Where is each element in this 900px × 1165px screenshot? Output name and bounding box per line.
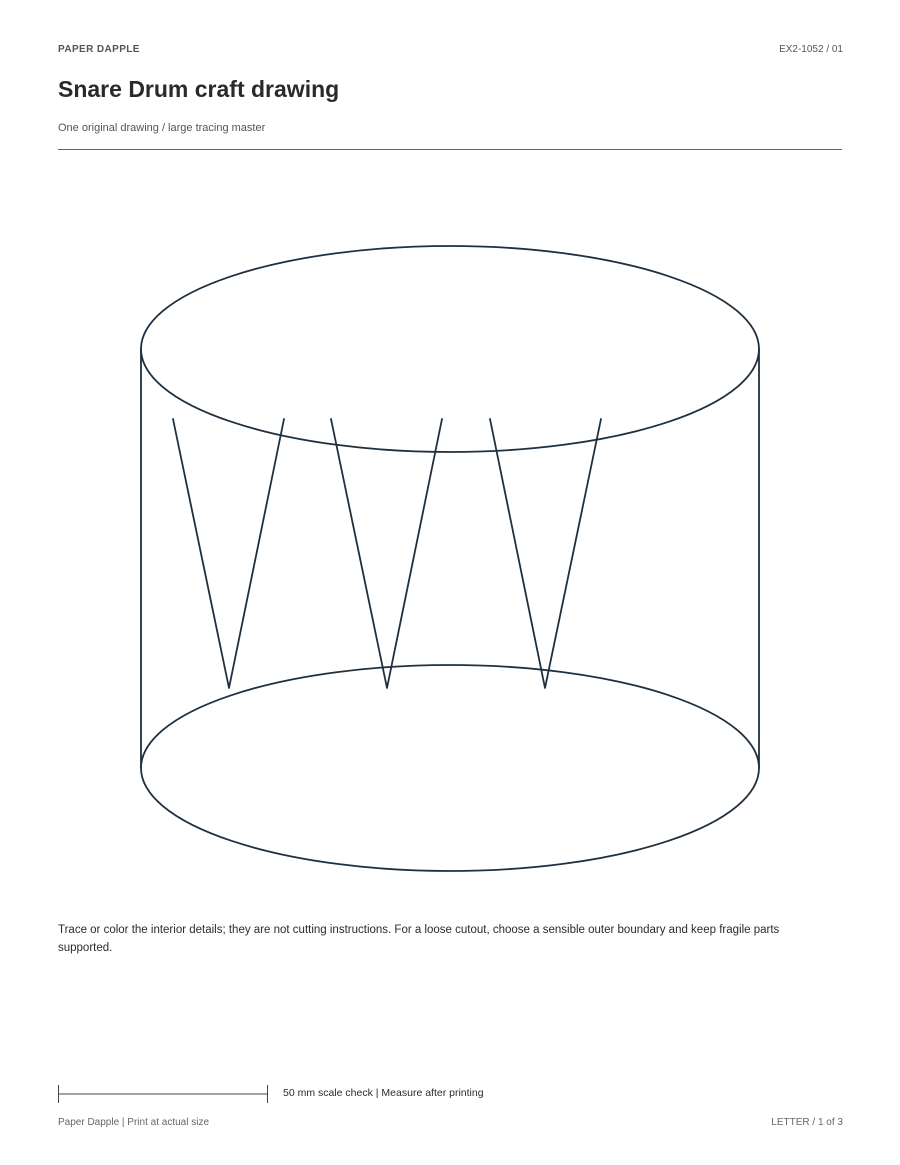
tension-lace-2 — [331, 419, 442, 688]
drum-top-ellipse — [141, 246, 759, 452]
brand-name: PAPER DAPPLE — [58, 44, 140, 55]
instruction-note: Trace or color the interior details; they are not cutting instructions. For a loose cutout, choose a sensible outer boundary and keep fragile parts supported. — [58, 924, 780, 954]
page-title: Snare Drum craft drawing — [58, 76, 340, 102]
footer-print-note: Paper Dapple | Print at actual size — [58, 1117, 210, 1128]
drum-bottom-ellipse — [141, 665, 759, 871]
document-code: EX2-1052 / 01 — [779, 44, 843, 55]
scale-check-label: 50 mm scale check | Measure after printing — [283, 1087, 484, 1099]
footer-page-info: LETTER / 1 of 3 — [771, 1117, 843, 1128]
tension-lace-3 — [490, 419, 601, 688]
tension-lace-1 — [173, 419, 284, 688]
scale-bar — [58, 1085, 268, 1103]
page-subtitle: One original drawing / large tracing master — [58, 122, 266, 134]
